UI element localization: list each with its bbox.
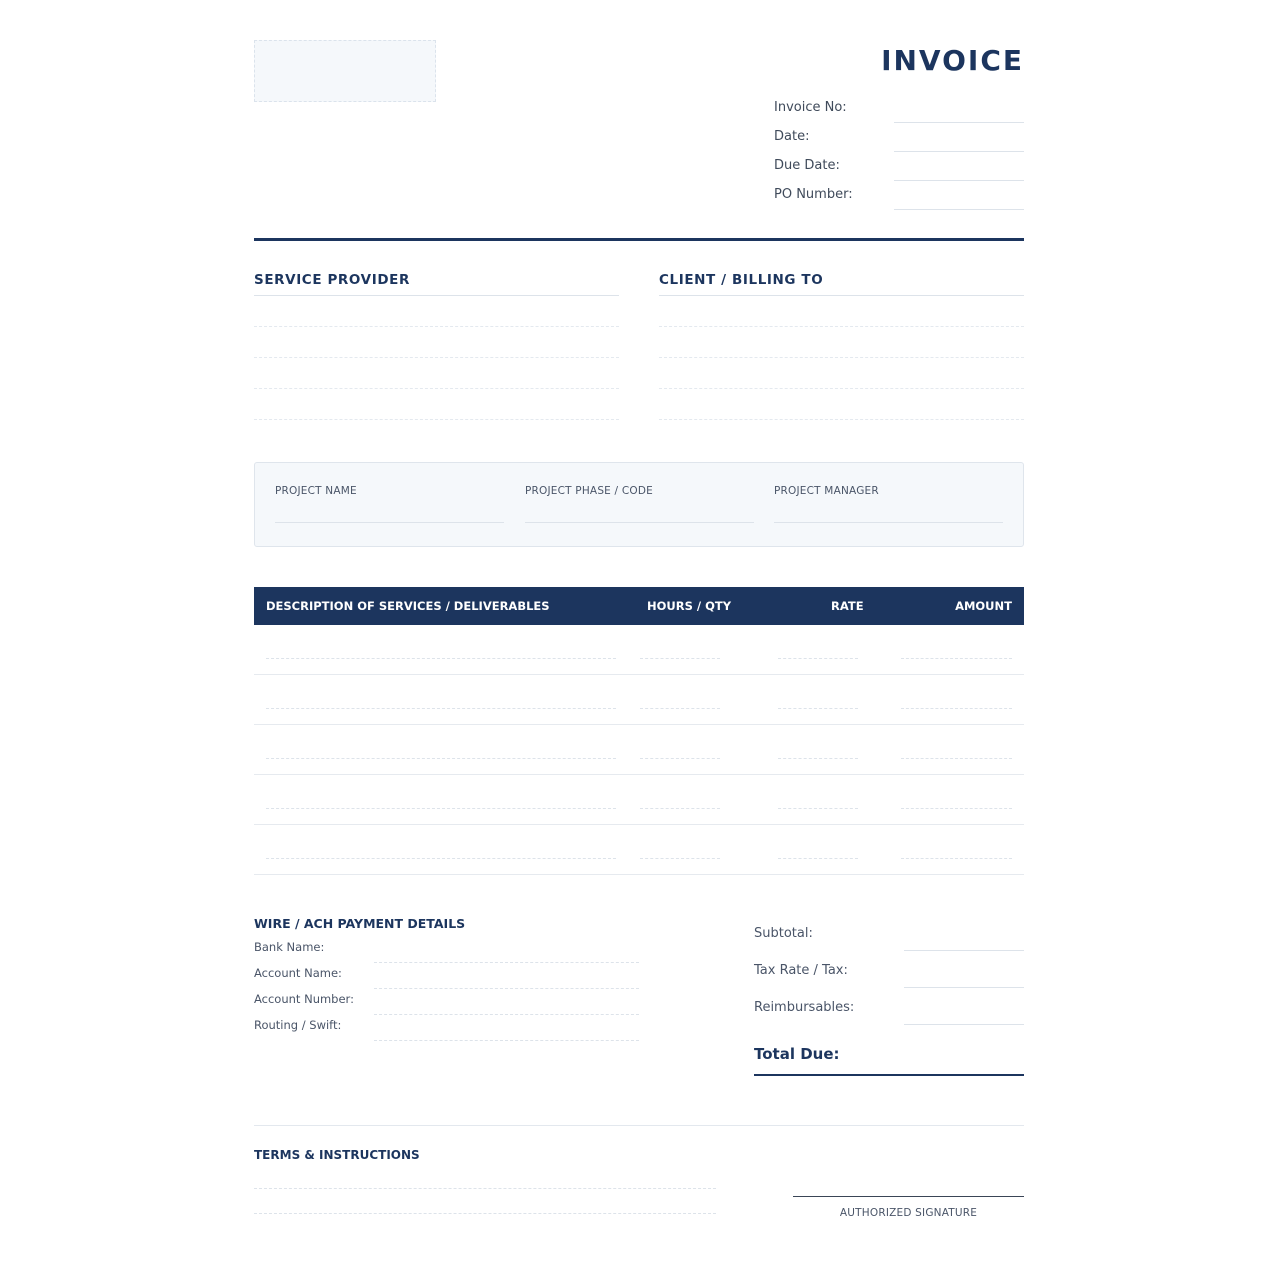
description-cell[interactable] [266, 858, 616, 859]
routing-swift-label: Routing / Swift: [254, 1018, 342, 1032]
table-row [254, 775, 1024, 825]
invoice-number-label: Invoice No: [774, 100, 847, 115]
hours-cell[interactable] [640, 758, 720, 759]
services-table-body [254, 625, 1024, 875]
due-date-row [774, 152, 1024, 181]
client-section [659, 272, 1024, 420]
client-line[interactable] [659, 358, 1024, 389]
project-phase-group [525, 485, 754, 523]
project-phase-field[interactable] [525, 522, 754, 523]
logo-placeholder[interactable] [254, 40, 436, 102]
table-row [254, 625, 1024, 675]
amount-cell[interactable] [901, 758, 1012, 759]
bank-name-label: Bank Name: [254, 940, 325, 954]
description-cell[interactable] [266, 808, 616, 809]
payment-details-section [254, 916, 644, 1041]
bank-name-row [254, 937, 644, 963]
column-amount: AMOUNT [955, 599, 1012, 613]
client-title: CLIENT / BILLING TO [659, 272, 1024, 296]
account-number-row [254, 989, 644, 1015]
project-name-field[interactable] [275, 522, 504, 523]
service-provider-line[interactable] [254, 327, 619, 358]
reimbursables-field[interactable] [904, 1024, 1024, 1025]
column-description: DESCRIPTION OF SERVICES / DELIVERABLES [266, 599, 550, 613]
amount-cell[interactable] [901, 658, 1012, 659]
services-table-header [254, 587, 1024, 625]
service-provider-title: SERVICE PROVIDER [254, 272, 619, 296]
rate-cell[interactable] [778, 708, 858, 709]
hours-cell[interactable] [640, 858, 720, 859]
rate-cell[interactable] [778, 758, 858, 759]
invoice-page [254, 0, 1024, 1262]
amount-cell[interactable] [901, 808, 1012, 809]
client-line[interactable] [659, 389, 1024, 420]
service-provider-line[interactable] [254, 358, 619, 389]
po-number-field[interactable] [894, 209, 1024, 210]
total-due-row[interactable] [754, 1042, 1024, 1076]
client-line[interactable] [659, 327, 1024, 358]
total-due-label: Total Due: [754, 1045, 840, 1063]
table-row [254, 675, 1024, 725]
description-cell[interactable] [266, 708, 616, 709]
project-manager-label: PROJECT MANAGER [774, 485, 879, 497]
project-manager-field[interactable] [774, 522, 1003, 523]
project-phase-label: PROJECT PHASE / CODE [525, 485, 653, 497]
description-cell[interactable] [266, 658, 616, 659]
service-provider-section [254, 272, 619, 420]
header-divider [254, 238, 1024, 241]
tax-label: Tax Rate / Tax: [754, 963, 848, 978]
project-info-box [254, 462, 1024, 547]
routing-swift-row [254, 1015, 644, 1041]
invoice-title: INVOICE [881, 44, 1024, 77]
amount-cell[interactable] [901, 858, 1012, 859]
hours-cell[interactable] [640, 658, 720, 659]
reimbursables-row [754, 988, 1024, 1025]
amount-cell[interactable] [901, 708, 1012, 709]
rate-cell[interactable] [778, 658, 858, 659]
description-cell[interactable] [266, 758, 616, 759]
hours-cell[interactable] [640, 808, 720, 809]
signature-label: AUTHORIZED SIGNATURE [839, 1207, 978, 1219]
hours-cell[interactable] [640, 708, 720, 709]
column-rate: RATE [831, 599, 864, 613]
due-date-label: Due Date: [774, 158, 840, 173]
rate-cell[interactable] [778, 808, 858, 809]
account-number-label: Account Number: [254, 992, 354, 1006]
client-line[interactable] [659, 296, 1024, 327]
table-row [254, 825, 1024, 875]
account-name-label: Account Name: [254, 966, 342, 980]
project-manager-group [774, 485, 1003, 523]
invoice-meta [774, 94, 1024, 210]
date-row [774, 123, 1024, 152]
invoice-number-row [774, 94, 1024, 123]
service-provider-line[interactable] [254, 389, 619, 420]
tax-row [754, 951, 1024, 988]
column-hours-qty: HOURS / QTY [647, 599, 732, 613]
terms-title: TERMS & INSTRUCTIONS [254, 1148, 420, 1162]
table-row [254, 725, 1024, 775]
footer-divider [254, 1125, 1024, 1126]
po-number-label: PO Number: [774, 187, 853, 202]
routing-swift-field[interactable] [374, 1040, 639, 1041]
subtotal-row [754, 914, 1024, 951]
project-name-label: PROJECT NAME [275, 485, 357, 497]
date-label: Date: [774, 129, 810, 144]
rate-cell[interactable] [778, 858, 858, 859]
account-name-row [254, 963, 644, 989]
reimbursables-label: Reimbursables: [754, 1000, 855, 1015]
po-number-row [774, 181, 1024, 210]
totals-section [754, 914, 1024, 1063]
payment-details-title: WIRE / ACH PAYMENT DETAILS [254, 916, 466, 931]
terms-line[interactable] [254, 1188, 716, 1189]
terms-line[interactable] [254, 1213, 716, 1214]
service-provider-line[interactable] [254, 296, 619, 327]
subtotal-label: Subtotal: [754, 926, 813, 941]
project-name-group [275, 485, 504, 523]
signature-line[interactable] [793, 1196, 1024, 1197]
